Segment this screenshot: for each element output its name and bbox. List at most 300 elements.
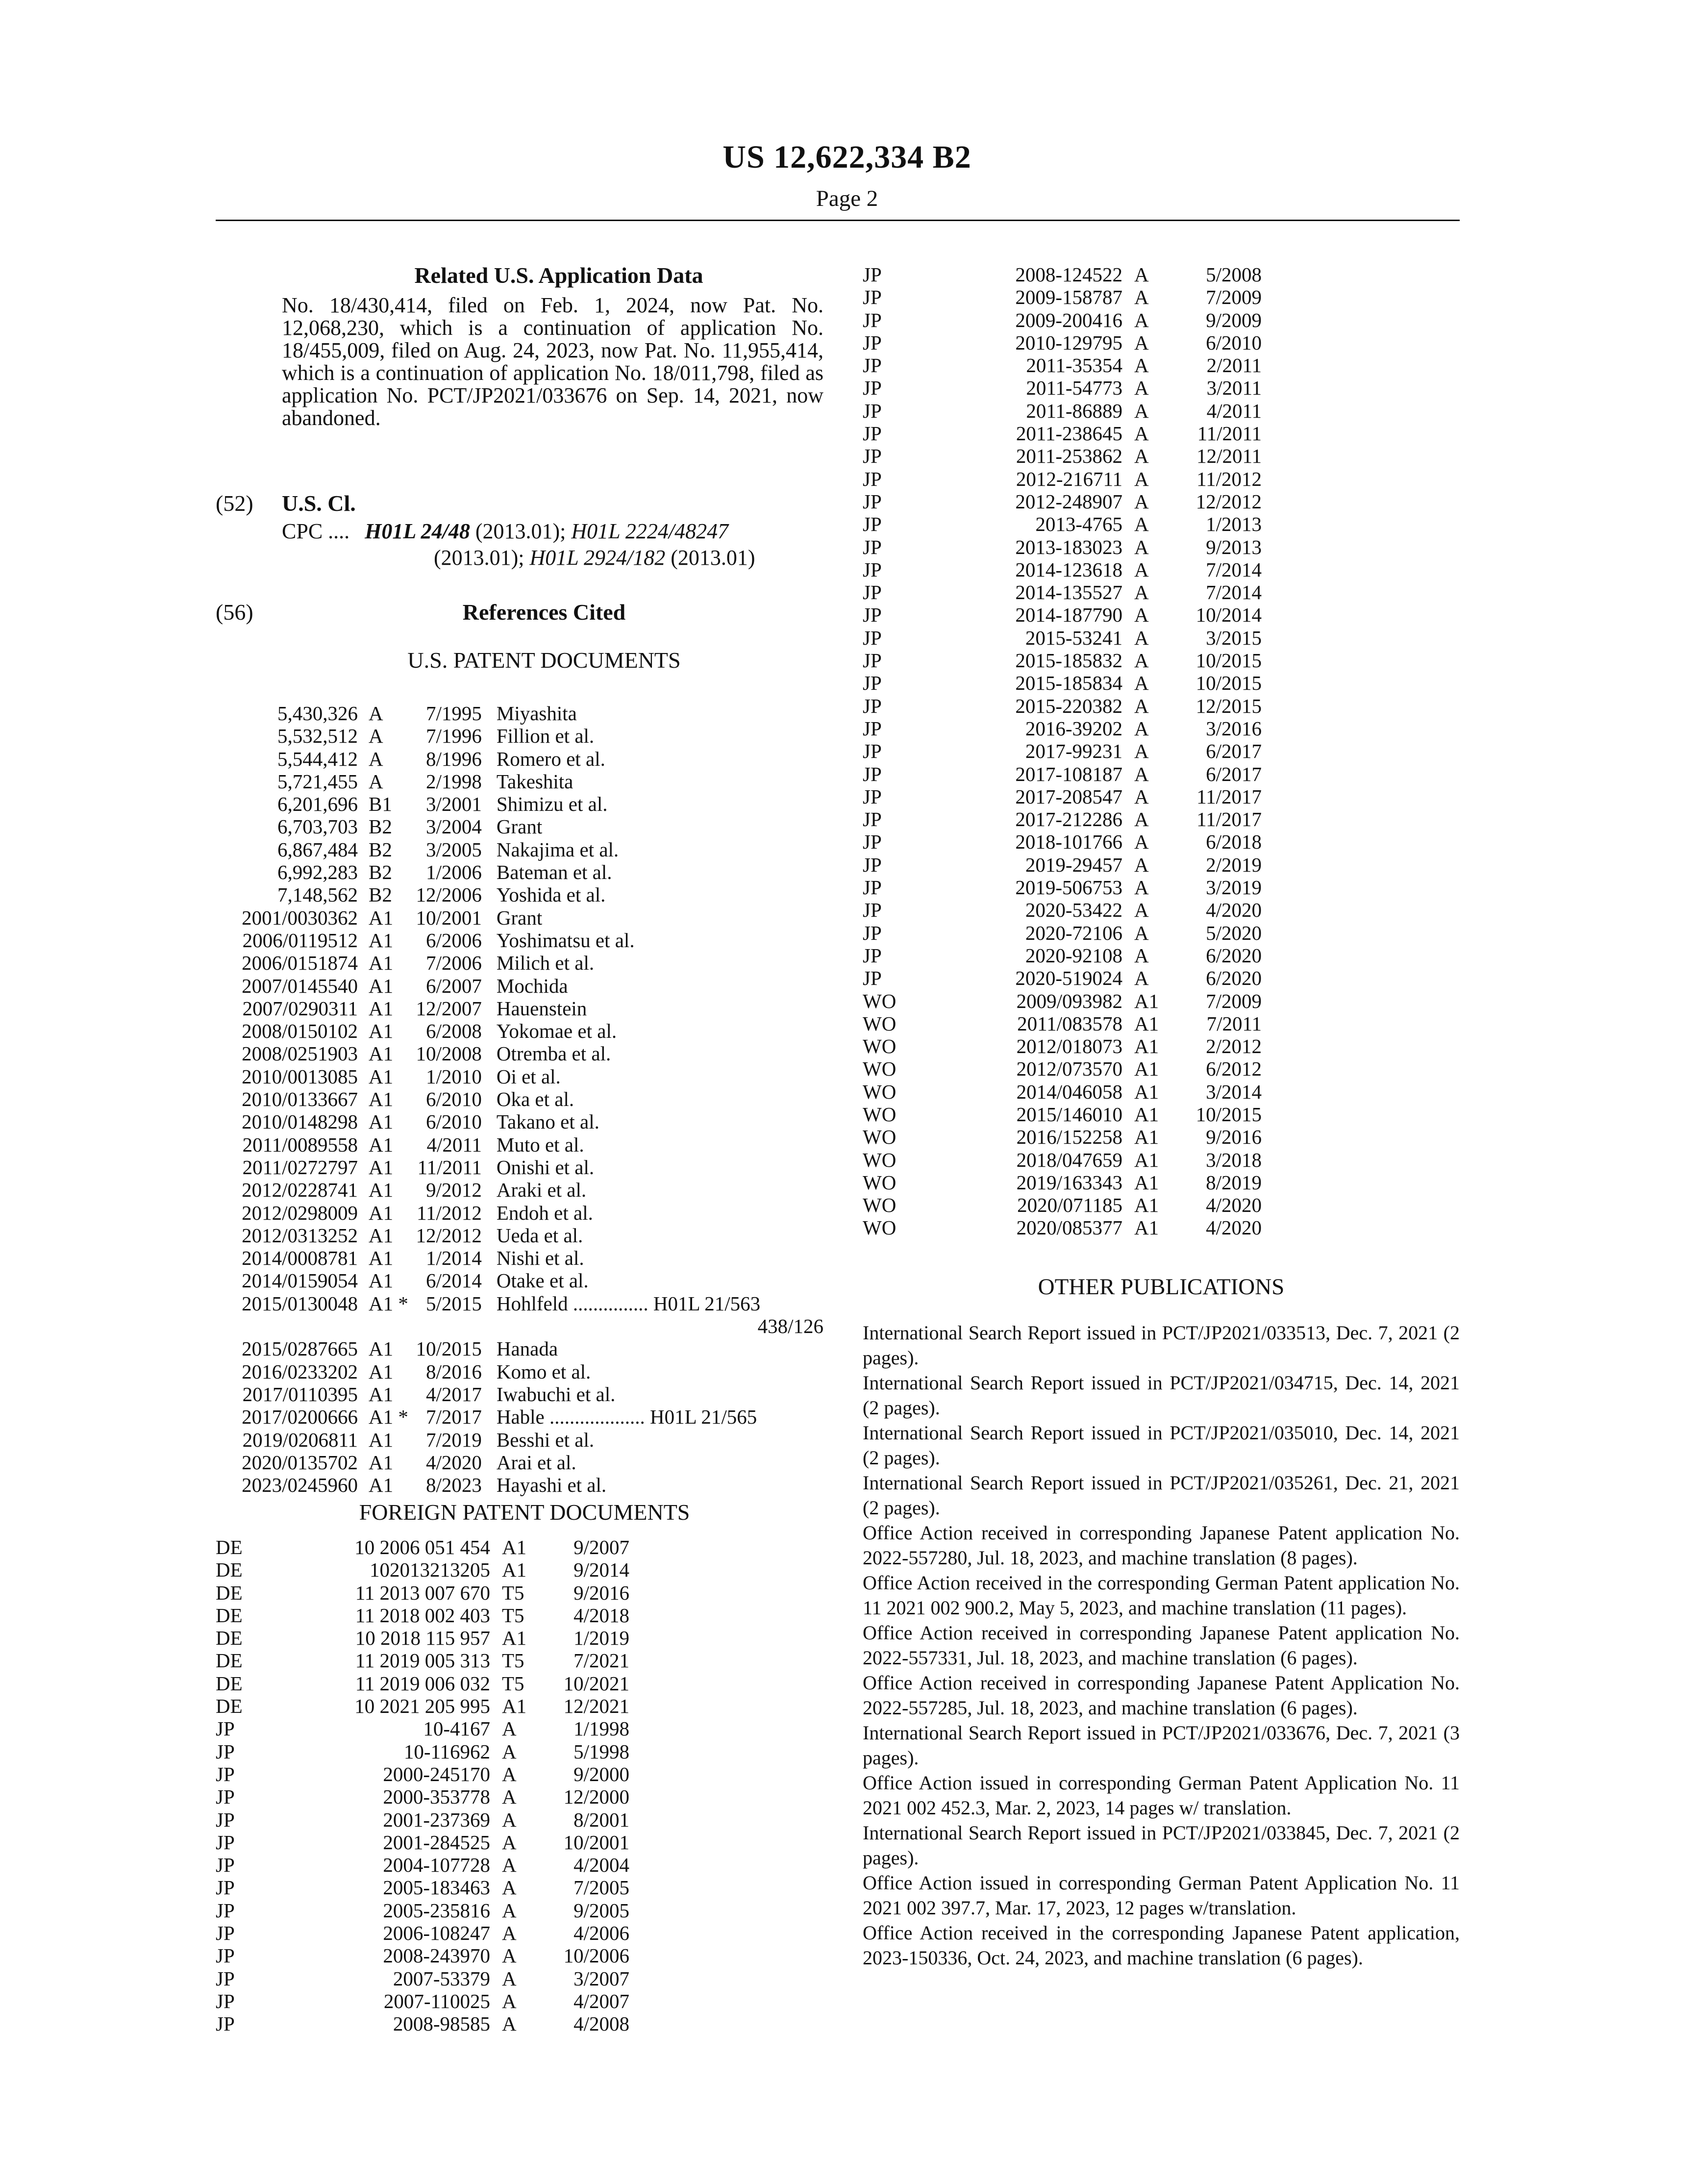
patent-number: 2008-243970 — [383, 1944, 490, 1967]
country-code: JP — [216, 1762, 235, 1785]
patent-number: 2019/163343 — [1016, 1171, 1122, 1194]
patent-number: 2020/085377 — [1016, 1216, 1122, 1239]
cpc-second-date: (2013.01); — [434, 546, 524, 570]
us-patent-row — [216, 861, 823, 883]
patent-kind: A — [1134, 331, 1149, 354]
patent-date: 7/2014 — [1206, 558, 1262, 581]
patent-inventor: Yokomae et al. — [496, 1020, 617, 1043]
patent-number: 2008/0251903 — [242, 1042, 358, 1065]
patent-date: 8/2001 — [573, 1808, 629, 1831]
patent-date: 6/2017 — [1206, 740, 1262, 763]
foreign-patent-row — [863, 377, 1262, 399]
foreign-patent-row — [863, 1080, 1262, 1103]
patent-number: 2020-92108 — [1025, 944, 1122, 967]
patent-date: 9/2005 — [573, 1899, 629, 1922]
patent-kind: A — [1134, 263, 1149, 286]
patent-number: 2005-235816 — [383, 1899, 490, 1922]
patent-date: 4/2020 — [1206, 1216, 1262, 1239]
foreign-patent-row — [863, 649, 1262, 672]
patent-number: 2013-183023 — [1015, 535, 1122, 558]
country-code: JP — [863, 535, 882, 558]
patent-number: 10 2018 115 957 — [355, 1627, 490, 1650]
patent-kind: A — [1134, 921, 1149, 944]
country-code: JP — [863, 762, 882, 785]
foreign-patent-row — [216, 1649, 629, 1672]
us-patent-row — [216, 906, 823, 929]
patent-kind: A — [502, 1762, 517, 1785]
patent-number: 11 2013 007 670 — [355, 1581, 490, 1604]
country-code: JP — [216, 1717, 235, 1740]
patent-date: 10/2021 — [563, 1672, 629, 1695]
publication-entry: Office Action issued in corresponding German Patent Application No. 11 2021 002 452.3, Mar. 2, 2023, 14 pages w/ translation. — [863, 1772, 1460, 1819]
patent-kind: A1 — [1134, 1012, 1159, 1035]
foreign-patent-row — [216, 1695, 629, 1717]
patent-date: 1/2006 — [425, 861, 482, 884]
us-patent-row — [216, 702, 823, 725]
patent-date: 3/2001 — [425, 793, 482, 816]
foreign-patent-row — [863, 1171, 1262, 1194]
foreign-patent-row — [216, 1854, 629, 1876]
patent-date: 3/2005 — [425, 838, 482, 861]
us-patent-row — [216, 883, 823, 906]
publication-entry: Office Action received in the corresponding Japanese Patent application, 2023-150336, Oct. 24, 2023, and machine translation (6 pages). — [863, 1922, 1460, 1969]
patent-date: 4/2020 — [1206, 899, 1262, 922]
patent-number: 5,430,326 — [277, 702, 358, 725]
patent-number: 2015/0287665 — [242, 1337, 358, 1360]
patent-date: 11/2012 — [1196, 467, 1262, 490]
patent-number: 2020/0135702 — [242, 1451, 358, 1474]
country-code: JP — [863, 513, 882, 536]
patent-date: 1/2010 — [425, 1065, 482, 1088]
patent-date: 7/1996 — [425, 725, 482, 748]
foreign-patent-row — [863, 1149, 1262, 1171]
foreign-patent-row — [863, 876, 1262, 899]
patent-date: 7/2017 — [425, 1406, 482, 1429]
patent-kind: A — [1134, 535, 1149, 558]
foreign-patent-row — [863, 422, 1262, 445]
other-publications-list — [863, 1320, 1460, 1970]
patent-number: 5,544,412 — [277, 747, 358, 770]
country-code: JP — [863, 785, 882, 808]
country-code: WO — [863, 1057, 897, 1080]
patent-number: 2014-123618 — [1015, 558, 1122, 581]
us-patent-row — [216, 1020, 823, 1042]
patent-number: 2011-54773 — [1026, 377, 1122, 400]
foreign-patent-row — [216, 1536, 629, 1558]
patent-kind: A1 — [369, 974, 394, 997]
patent-date: 9/2007 — [573, 1536, 629, 1558]
us-patent-row — [216, 929, 823, 952]
patent-kind: A — [1134, 558, 1149, 581]
patent-number: 11 2018 002 403 — [355, 1604, 490, 1627]
patent-date: 3/2015 — [1206, 626, 1262, 649]
foreign-patent-row — [863, 468, 1262, 490]
us-patent-row — [216, 1247, 823, 1269]
patent-number: 2011/0089558 — [242, 1133, 358, 1156]
patent-inventor: Mochida — [496, 974, 568, 997]
patent-date: 1/2014 — [425, 1247, 482, 1270]
foreign-patent-row — [863, 922, 1262, 944]
patent-number — [216, 1315, 358, 1337]
patent-kind: A1 — [369, 1224, 394, 1247]
patent-kind: A1 — [369, 929, 394, 952]
country-code: WO — [863, 1216, 897, 1239]
patent-number: 2015/0130048 — [242, 1292, 358, 1315]
us-patent-row — [216, 1088, 823, 1110]
patent-kind: T5 — [502, 1604, 524, 1627]
patent-number: 6,867,484 — [277, 838, 358, 861]
patent-date: 12/2011 — [1196, 445, 1262, 468]
patent-number: 2020-72106 — [1025, 921, 1122, 944]
patent-date: 12/2015 — [1196, 694, 1262, 717]
us-patent-row — [216, 770, 823, 793]
country-code: JP — [863, 899, 882, 922]
patent-kind: A1 — [369, 1088, 394, 1111]
foreign-patent-row — [863, 1035, 1262, 1057]
patent-kind: A1 — [502, 1558, 527, 1582]
country-code: JP — [216, 1876, 235, 1899]
publication-entry: Office Action issued in corresponding German Patent Application No. 11 2021 002 397.7, Mar. 17, 2023, 12 pages w/translation. — [863, 1872, 1460, 1919]
foreign-patent-row — [863, 263, 1262, 286]
country-code: JP — [863, 581, 882, 604]
patent-number: 2017-108187 — [1015, 762, 1122, 785]
patent-date: 3/2016 — [1206, 717, 1262, 740]
foreign-patent-row — [863, 899, 1262, 921]
foreign-patents-title: FOREIGN PATENT DOCUMENTS — [359, 1500, 690, 1525]
patent-number: 6,201,696 — [277, 793, 358, 816]
patent-number: 2019-29457 — [1025, 853, 1122, 876]
patent-date: 11/2012 — [416, 1201, 482, 1224]
patent-inventor: Nishi et al. — [496, 1247, 584, 1270]
patent-kind: A — [502, 1899, 517, 1922]
country-code: JP — [863, 808, 882, 831]
foreign-patent-row — [863, 445, 1262, 467]
patent-kind: T5 — [502, 1672, 524, 1695]
patent-number: 2011-35354 — [1026, 354, 1122, 377]
patent-kind: A1 — [1134, 1057, 1159, 1080]
patent-inventor: Onishi et al. — [496, 1155, 595, 1179]
patent-kind: B2 — [369, 838, 392, 861]
patent-kind: A1 * — [369, 1406, 408, 1429]
patent-kind: A — [502, 1989, 517, 2012]
patent-number: 2000-245170 — [383, 1762, 490, 1785]
foreign-patent-row — [863, 1126, 1262, 1148]
patent-number: 2006/0151874 — [242, 952, 358, 975]
foreign-patent-row — [216, 1785, 629, 1808]
foreign-patent-row — [863, 672, 1262, 694]
us-patent-row — [216, 1406, 823, 1428]
patent-kind: A — [1134, 944, 1149, 967]
patent-number: 2015/146010 — [1016, 1103, 1122, 1126]
refs-title: References Cited — [462, 600, 626, 625]
country-code: JP — [863, 876, 882, 899]
foreign-patent-row — [216, 1922, 629, 1944]
patent-date: 8/1996 — [425, 747, 482, 770]
patent-number: 2013-4765 — [1035, 513, 1122, 536]
patent-date: 4/2020 — [1206, 1194, 1262, 1217]
patent-date: 3/2019 — [1206, 876, 1262, 899]
patent-number: 7,148,562 — [277, 883, 358, 906]
patent-number: 2010/0148298 — [242, 1110, 358, 1133]
foreign-patent-row — [863, 331, 1262, 354]
patent-date: 4/2006 — [573, 1922, 629, 1945]
patent-number: 2015-53241 — [1025, 626, 1122, 649]
patent-kind: A — [502, 1967, 517, 1990]
patent-inventor: Muto et al. — [496, 1133, 584, 1156]
patent-date: 7/2005 — [573, 1876, 629, 1899]
patent-kind: A1 — [1134, 1103, 1159, 1126]
foreign-patent-row — [863, 581, 1262, 603]
country-code: JP — [863, 740, 882, 763]
patent-kind: A — [502, 1717, 517, 1740]
patent-kind: A1 — [369, 1110, 394, 1133]
patent-number: 2012/0228741 — [242, 1179, 358, 1202]
country-code: DE — [216, 1536, 243, 1558]
patent-kind: A1 — [369, 1360, 394, 1383]
patent-number: 2001-237369 — [383, 1808, 490, 1831]
country-code: JP — [863, 377, 882, 400]
foreign-patent-row — [863, 309, 1262, 331]
country-code: JP — [216, 1899, 235, 1922]
patent-number: 2012-248907 — [1015, 490, 1122, 513]
country-code: WO — [863, 1148, 897, 1171]
country-code: JP — [863, 286, 882, 309]
us-patent-row — [216, 838, 823, 861]
patent-date: 8/2016 — [425, 1360, 482, 1383]
patent-date: 12/2021 — [563, 1695, 629, 1718]
patent-number: 2019-506753 — [1015, 876, 1122, 899]
foreign-patent-row — [863, 1216, 1262, 1239]
patent-number: 2017-208547 — [1015, 785, 1122, 808]
patent-date: 6/2010 — [425, 1110, 482, 1133]
patent-date: 12/2006 — [416, 883, 482, 906]
patent-kind: A1 — [369, 1155, 394, 1179]
patent-date: 7/2006 — [425, 952, 482, 975]
foreign-patent-row — [863, 763, 1262, 785]
uscl-title: U.S. Cl. — [282, 491, 356, 516]
patent-number: 2015-185832 — [1015, 649, 1122, 672]
foreign-patent-row — [863, 854, 1262, 876]
us-patent-row — [216, 1383, 823, 1406]
country-code: DE — [216, 1672, 243, 1695]
patent-inventor: Ueda et al. — [496, 1224, 583, 1247]
patent-kind: A1 — [369, 1247, 394, 1270]
header-divider — [216, 220, 1460, 221]
foreign-patent-row — [863, 1057, 1262, 1080]
patent-kind: A — [502, 1944, 517, 1967]
patent-inventor: Hable ................... H01L 21/565 — [496, 1406, 757, 1429]
us-patent-documents-table — [216, 702, 823, 1496]
foreign-patent-row — [863, 1103, 1262, 1126]
foreign-patent-row — [863, 967, 1262, 989]
patent-date: 4/2004 — [573, 1854, 629, 1877]
country-code: DE — [216, 1627, 243, 1650]
patent-date: 4/2011 — [426, 1133, 482, 1156]
patent-date: 1/1998 — [573, 1717, 629, 1740]
patent-kind: A1 — [369, 1451, 394, 1474]
patent-inventor: Endoh et al. — [496, 1201, 593, 1224]
patent-date: 7/2009 — [1206, 989, 1262, 1012]
patent-kind: B2 — [369, 861, 392, 884]
publication-entry: Office Action received in the corresponding German Patent application No. 11 2021 002 900.2, May 5, 2023, and machine translation (11 pages). — [863, 1572, 1460, 1619]
patent-date: 4/2018 — [573, 1604, 629, 1627]
patent-date: 9/2012 — [425, 1179, 482, 1202]
patent-date: 11/2011 — [1197, 422, 1262, 445]
patent-inventor: Yoshida et al. — [496, 883, 606, 906]
patent-kind: A — [369, 702, 383, 725]
patent-number: 10-116962 — [403, 1740, 490, 1763]
patent-date: 6/2020 — [1206, 944, 1262, 967]
us-patents-title: U.S. PATENT DOCUMENTS — [407, 648, 681, 673]
foreign-patent-row — [863, 1194, 1262, 1216]
patent-number: 2014-135527 — [1015, 581, 1122, 604]
patent-kind: A — [502, 1922, 517, 1945]
patent-kind: A1 — [369, 1201, 394, 1224]
patent-date: 6/2010 — [1206, 331, 1262, 354]
us-patent-row — [216, 1202, 823, 1224]
cpc-main: H01L 24/48 — [365, 519, 470, 543]
country-code: WO — [863, 1080, 897, 1103]
us-patent-row — [216, 997, 823, 1020]
patent-date: 2/2019 — [1206, 853, 1262, 876]
country-code: JP — [863, 717, 882, 740]
patent-number: 2007-110025 — [383, 1989, 490, 2012]
patent-kind: A1 — [369, 906, 394, 929]
patent-kind: A1 — [369, 1269, 394, 1292]
country-code: JP — [863, 853, 882, 876]
patent-kind: A — [1134, 581, 1149, 604]
patent-date: 7/2009 — [1206, 286, 1262, 309]
patent-number: 2016/0233202 — [242, 1360, 358, 1383]
patent-kind: A — [1134, 308, 1149, 331]
patent-date: 5/2015 — [425, 1292, 482, 1315]
patent-date: 12/2000 — [563, 1785, 629, 1808]
patent-kind: A — [1134, 377, 1149, 400]
patent-inventor: Otake et al. — [496, 1269, 589, 1292]
foreign-patent-row — [216, 2012, 629, 2035]
patent-kind: A — [1134, 467, 1149, 490]
country-code: JP — [863, 921, 882, 944]
foreign-patent-row — [216, 1967, 629, 1990]
country-code: JP — [863, 422, 882, 445]
patent-kind: A — [1134, 399, 1149, 422]
patent-number: 2011-86889 — [1026, 399, 1122, 422]
patent-date: 3/2018 — [1206, 1148, 1262, 1171]
other-publications-title: OTHER PUBLICATIONS — [1038, 1274, 1285, 1300]
patent-number: 2015-185834 — [1015, 672, 1122, 695]
patent-kind: A1 — [369, 1428, 394, 1451]
patent-inventor: Milich et al. — [496, 952, 595, 975]
foreign-patent-row — [216, 1944, 629, 1967]
patent-date: 11/2017 — [1196, 808, 1262, 831]
patent-kind: A — [1134, 717, 1149, 740]
foreign-patent-row — [863, 400, 1262, 422]
us-patent-row — [216, 1156, 823, 1179]
patent-number: 6,703,703 — [277, 815, 358, 838]
country-code: WO — [863, 1103, 897, 1126]
patent-date: 4/2008 — [573, 2012, 629, 2035]
patent-kind: A1 — [369, 1337, 394, 1360]
patent-date: 7/2011 — [1206, 1012, 1262, 1035]
patent-date: 5/2020 — [1206, 921, 1262, 944]
country-code: JP — [863, 331, 882, 354]
patent-number: 2011/083578 — [1017, 1012, 1122, 1035]
patent-number: 2006-108247 — [383, 1922, 490, 1945]
patent-kind: T5 — [502, 1649, 524, 1672]
patent-kind: A — [502, 1831, 517, 1854]
us-patent-row — [216, 1133, 823, 1156]
us-patent-row — [216, 1474, 823, 1496]
foreign-patent-row — [863, 785, 1262, 808]
patent-kind: A — [1134, 626, 1149, 649]
patent-number: 2010/0013085 — [242, 1065, 358, 1088]
patent-inventor: Takeshita — [496, 770, 573, 793]
foreign-patent-row — [863, 990, 1262, 1012]
publication-entry: International Search Report issued in PCT/JP2021/034715, Dec. 14, 2021 (2 pages). — [863, 1372, 1460, 1419]
cpc-main-date: (2013.01); — [475, 519, 566, 543]
country-code: WO — [863, 989, 897, 1012]
country-code: JP — [863, 399, 882, 422]
patent-date: 9/2016 — [1206, 1126, 1262, 1149]
patent-number: 10-4167 — [423, 1717, 490, 1740]
patent-date: 10/2008 — [416, 1042, 482, 1065]
patent-kind: A1 — [502, 1627, 527, 1650]
uscl-code: (52) — [216, 491, 253, 516]
patent-number: 2016/152258 — [1016, 1126, 1122, 1149]
publication-entry: International Search Report issued in PCT/JP2021/033513, Dec. 7, 2021 (2 pages). — [863, 1322, 1460, 1369]
patent-kind: A — [369, 747, 383, 770]
patent-kind: A1 — [369, 1133, 394, 1156]
foreign-patent-row — [216, 1672, 629, 1695]
publication-entry: Office Action received in corresponding Japanese Patent application No. 2022-557331, Jul. 18, 2023, and machine translation (6 pages). — [863, 1622, 1460, 1669]
patent-date: 6/2012 — [1206, 1057, 1262, 1080]
patent-kind: A — [502, 1785, 517, 1808]
patent-inventor: Fillion et al. — [496, 725, 595, 748]
us-patent-row — [216, 1429, 823, 1451]
patent-number: 2020-53422 — [1025, 899, 1122, 922]
patent-kind: A — [1134, 899, 1149, 922]
patent-number: 2014-187790 — [1015, 603, 1122, 627]
patent-number: 2008-124522 — [1015, 263, 1122, 286]
patent-date: 1/2019 — [573, 1627, 629, 1650]
us-patent-row — [216, 1224, 823, 1247]
patent-kind: A — [1134, 785, 1149, 808]
patent-date: 12/2007 — [416, 997, 482, 1020]
patent-date: 9/2000 — [573, 1762, 629, 1785]
foreign-patent-row — [863, 286, 1262, 308]
patent-kind: A1 — [369, 1042, 394, 1065]
patent-date: 6/2014 — [425, 1269, 482, 1292]
country-code: JP — [863, 649, 882, 672]
patent-kind: A1 — [502, 1536, 527, 1558]
patent-number: 10 2006 051 454 — [354, 1536, 490, 1558]
us-patent-row — [216, 793, 823, 815]
patent-number: 2012/0313252 — [242, 1224, 358, 1247]
foreign-patent-row — [863, 830, 1262, 853]
country-code: JP — [863, 672, 882, 695]
cpc-second: H01L 2224/48247 — [571, 519, 729, 543]
patent-number: 2011/0272797 — [242, 1155, 358, 1179]
patent-date: 12/2012 — [416, 1224, 482, 1247]
foreign-patent-row — [863, 627, 1262, 649]
patent-kind: A1 — [1134, 1080, 1159, 1103]
country-code: DE — [216, 1558, 243, 1582]
cpc-third-date: (2013.01) — [671, 546, 755, 570]
uscl-cpc-line1 — [282, 519, 728, 544]
foreign-patent-row — [216, 1990, 629, 2012]
patent-kind: A1 — [1134, 1126, 1159, 1149]
country-code: JP — [863, 308, 882, 331]
